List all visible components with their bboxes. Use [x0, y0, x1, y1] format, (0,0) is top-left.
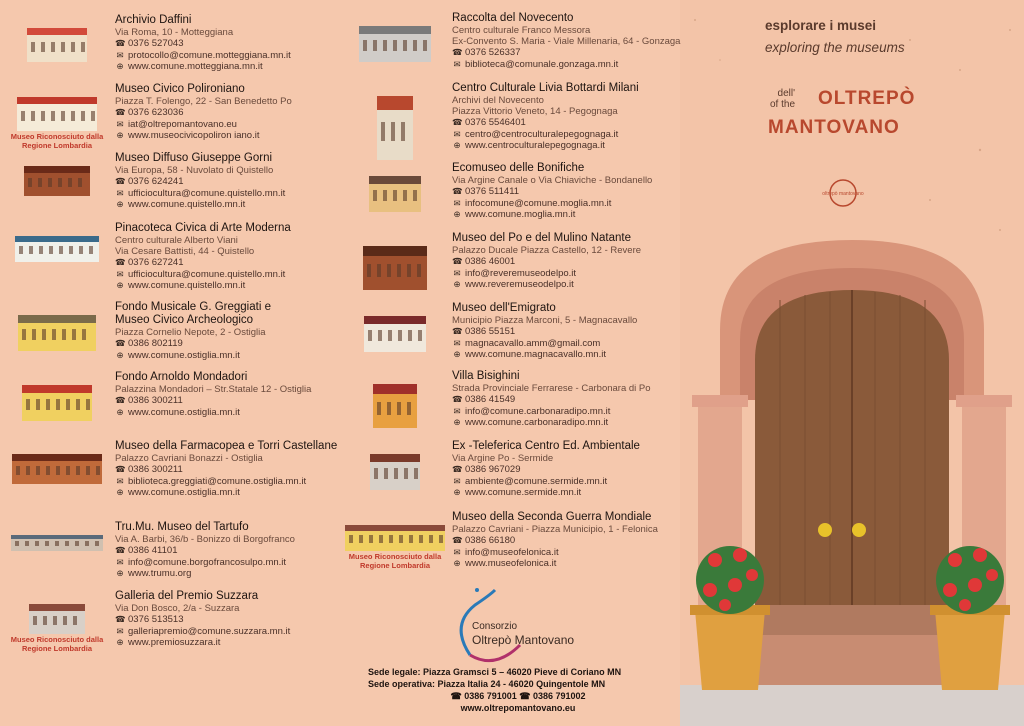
- museum-website[interactable]: www.comune.ostiglia.mn.it: [128, 406, 240, 418]
- museum-address: Palazzina Mondadori – Str.Statale 12 - Ostiglia: [115, 384, 312, 395]
- museum-address: Via Roma, 10 - Motteggiana: [115, 27, 234, 38]
- footer-phones: ☎ 0386 791001 ☎ 0386 791002: [450, 691, 586, 701]
- globe-icon: ⊕: [116, 406, 124, 417]
- museum-subtitle: Centro culturale Franco Messora: [452, 25, 591, 36]
- museum-web-row: [115, 637, 445, 649]
- museum-email-row: [452, 129, 782, 141]
- globe-icon: ⊕: [116, 568, 124, 578]
- museum-building-illustration: [24, 166, 90, 196]
- museum-name: Centro Culturale Livia Bottardi Milani: [452, 82, 639, 94]
- museum-phone-row: [452, 117, 782, 129]
- museum-website[interactable]: www.trumu.org: [128, 568, 192, 579]
- mail-icon: ✉: [453, 475, 461, 486]
- footer-operativa: Sede operativa: Piazza Italia 24 - 46020 Quingentole MN: [368, 679, 606, 689]
- phone-icon: ☎: [452, 256, 463, 266]
- museum-email[interactable]: magnacavallo.amm@gmail.com: [465, 337, 601, 349]
- phone-icon: ☎: [452, 464, 463, 474]
- globe-icon: ⊕: [116, 61, 124, 71]
- museum-entry: [452, 370, 782, 429]
- museum-building-illustration: [370, 454, 420, 490]
- museum-entry: [452, 162, 782, 221]
- museum-web-row: [452, 558, 782, 570]
- mail-icon: ✉: [116, 49, 124, 60]
- museum-entry: [452, 232, 782, 291]
- globe-icon: ⊕: [453, 140, 461, 150]
- museum-phone: 0376 513513: [128, 614, 184, 625]
- phone-icon: ☎: [452, 326, 463, 336]
- museum-phone: 0386 300211: [128, 395, 183, 406]
- mail-icon: ✉: [453, 58, 461, 69]
- museum-phone: 0386 66180: [465, 535, 516, 546]
- phone-icon: ☎: [115, 395, 126, 405]
- museum-phone: 0386 802119: [128, 338, 183, 349]
- museum-phone-row: [452, 326, 782, 338]
- museum-phone: 0376 527043: [128, 38, 184, 49]
- museum-address: Palazzo Cavriani Bonazzi - Ostiglia: [115, 453, 263, 464]
- museum-website[interactable]: www.comune.magnacavallo.mn.it: [465, 349, 606, 360]
- museum-entry: [115, 590, 445, 649]
- phone-icon: ☎: [452, 117, 463, 127]
- museum-address: Municipio Piazza Marconi, 5 - Magnacavallo: [452, 315, 638, 326]
- museum-email[interactable]: galleriapremio@comune.suzzara.mn.it: [128, 625, 291, 637]
- mail-icon: ✉: [116, 187, 124, 198]
- museum-phone: 0376 5546401: [465, 117, 526, 128]
- museum-email[interactable]: info@comune.borgofrancosulpo.mn.it: [128, 556, 287, 568]
- museum-building-illustration: [11, 535, 103, 551]
- museum-email-row: [452, 547, 782, 559]
- museum-phone: 0376 624241: [128, 176, 184, 187]
- museum-name: Raccolta del Novecento: [452, 12, 574, 24]
- museum-building-illustration: [363, 246, 427, 290]
- museum-phone-row: [452, 464, 782, 476]
- mail-icon: ✉: [116, 118, 124, 129]
- consorzio-swirl-icon: [450, 585, 590, 665]
- museum-subtitle: Archivi del Novecento: [452, 95, 544, 106]
- museum-phone-row: [452, 47, 782, 59]
- museum-email[interactable]: info@museofelonica.it: [465, 546, 559, 558]
- museum-phone: 0376 526337: [465, 47, 521, 58]
- museum-address: Via Cesare Battisti, 44 - Quistello: [115, 246, 255, 257]
- phone-icon: ☎: [452, 535, 463, 545]
- museum-name: Archivio Daffini: [115, 14, 192, 26]
- museum-phone: 0376 511411: [465, 186, 520, 197]
- phone-icon: ☎: [115, 545, 126, 555]
- museum-name: Museo Civico Polironiano: [115, 83, 245, 95]
- museum-web-row: [452, 140, 782, 152]
- globe-icon: ⊕: [116, 349, 124, 360]
- museum-email[interactable]: iat@oltrepomantovano.eu: [128, 118, 237, 130]
- museum-address: Via Don Bosco, 2/a - Suzzara: [115, 603, 240, 614]
- mail-icon: ✉: [453, 128, 461, 139]
- consorzio-line2: Oltrepò Mantovano: [472, 633, 575, 647]
- museum-name: Museo della Farmacopea e Torri Castellane: [115, 440, 338, 452]
- museum-email[interactable]: info@comune.carbonaradipo.mn.it: [465, 405, 611, 417]
- museum-phone-row: [115, 614, 445, 626]
- museum-website[interactable]: www.comune.ostiglia.mn.it: [128, 487, 240, 498]
- museum-phone-row: [452, 535, 782, 547]
- museum-address: Piazza T. Folengo, 22 - San Benedetto Po: [115, 96, 292, 107]
- museum-name: Ecomuseo delle Bonifiche: [452, 162, 585, 174]
- mail-icon: ✉: [453, 405, 461, 416]
- mail-icon: ✉: [453, 267, 461, 278]
- museum-web-row: [452, 487, 782, 499]
- museum-address: Via A. Barbi, 36/b - Bonizzo di Borgofranco: [115, 534, 295, 545]
- museo-riconosciuto-badge: Museo Riconosciuto dalla Regione Lombardia: [10, 132, 104, 150]
- museum-address: Via Argine Po - Sermide: [452, 453, 554, 464]
- globe-icon: ⊕: [453, 349, 461, 359]
- museum-phone-row: [452, 394, 782, 406]
- title-mantovano: MANTOVANO: [768, 117, 900, 138]
- phone-icon: ☎: [452, 47, 463, 57]
- museum-website[interactable]: www.reveremuseodelpo.it: [465, 279, 574, 290]
- museum-email[interactable]: protocollo@comune.motteggiana.mn.it: [128, 49, 291, 61]
- museum-website[interactable]: www.comune.quistello.mn.it: [128, 280, 246, 291]
- museum-address: Piazza Vittorio Veneto, 14 - Pegognaga: [452, 106, 618, 117]
- museum-phone: 0386 300211: [128, 464, 183, 475]
- mail-icon: ✉: [116, 475, 124, 486]
- museum-address: Ex-Convento S. Maria - Viale Millenaria, 64 - Gonzaga: [452, 36, 681, 47]
- dell-it: dell': [777, 88, 796, 99]
- museum-name: Fondo Musicale G. Greggiati e: [115, 301, 271, 313]
- museum-email[interactable]: info@reveremuseodelpo.it: [465, 267, 577, 279]
- phone-icon: ☎: [115, 257, 126, 267]
- globe-icon: ⊕: [453, 558, 461, 568]
- phone-icon: ☎: [452, 186, 463, 196]
- museum-building-illustration: [12, 454, 102, 484]
- museum-website[interactable]: www.centroculturalepegognaga.it: [465, 140, 605, 151]
- title-oltrepo: OLTREPÒ: [818, 88, 916, 109]
- phone-icon: ☎: [115, 614, 126, 624]
- museum-website[interactable]: www.premiosuzzara.it: [128, 637, 221, 648]
- museum-email-row: [452, 268, 782, 280]
- museum-phone-row: [452, 256, 782, 268]
- museum-name: Museo dell'Emigrato: [452, 302, 556, 314]
- museum-name: Fondo Arnoldo Mondadori: [115, 371, 248, 383]
- globe-icon: ⊕: [116, 280, 124, 290]
- museum-address: Via Argine Canale o Via Chiaviche - Bondanello: [452, 175, 653, 186]
- museum-building-illustration: [18, 315, 96, 351]
- svg-text:oltrepò mantovano: oltrepò mantovano: [822, 191, 864, 197]
- museum-email[interactable]: infocomune@comune.moglia.mn.it: [465, 197, 612, 209]
- globe-icon: ⊕: [453, 417, 461, 427]
- museum-phone: 0386 967029: [465, 464, 521, 475]
- globe-icon: ⊕: [116, 487, 124, 497]
- museum-phone: 0376 627241: [128, 257, 184, 268]
- museum-phone: 0386 41101: [128, 545, 178, 556]
- museum-website[interactable]: www.museofelonica.it: [465, 558, 557, 569]
- globe-icon: ⊕: [116, 637, 124, 647]
- globe-icon: ⊕: [453, 279, 461, 289]
- museum-phone: 0386 41549: [465, 394, 516, 405]
- museum-building-illustration: [22, 385, 92, 421]
- museum-entry: [452, 302, 782, 361]
- museum-building-illustration: [17, 97, 97, 131]
- museo-riconosciuto-badge: Museo Riconosciuto dalla Regione Lombardia: [10, 635, 104, 653]
- museo-riconosciuto-badge: Museo Riconosciuto dalla Regione Lombardia: [348, 552, 442, 570]
- museum-web-row: [452, 349, 782, 361]
- museum-address: Palazzo Cavriani - Piazza Municipio, 1 - Felonica: [452, 524, 658, 535]
- museum-email[interactable]: centro@centroculturalepegognaga.it: [465, 128, 619, 140]
- museum-email-row: [452, 476, 782, 488]
- phone-icon: ☎: [115, 107, 126, 117]
- museum-name: Ex -Teleferica Centro Ed. Ambientale: [452, 440, 640, 452]
- footer-info: [368, 666, 668, 714]
- museum-name: Tru.Mu. Museo del Tartufo: [115, 521, 249, 533]
- dell-en: of the: [770, 99, 796, 110]
- phone-icon: ☎: [452, 394, 463, 404]
- phone-icon: ☎: [115, 176, 126, 186]
- footer-legale: Sede legale: Piazza Gramsci 5 – 46020 Pieve di Coriano MN: [368, 667, 622, 677]
- consorzio-logo: [450, 585, 590, 665]
- mail-icon: ✉: [116, 268, 124, 279]
- oltrepo-logo-icon: [822, 178, 864, 208]
- museum-entry: [452, 82, 782, 152]
- museum-building-illustration: [359, 26, 431, 62]
- phone-icon: ☎: [115, 338, 126, 348]
- museum-address: Via Europa, 58 - Nuvolato di Quistello: [115, 165, 274, 176]
- museum-building-illustration: [15, 236, 99, 262]
- globe-icon: ⊕: [453, 209, 461, 219]
- museum-email[interactable]: ufficiocultura@comune.quistello.mn.it: [128, 268, 286, 280]
- museum-building-illustration: [27, 28, 87, 62]
- museum-email[interactable]: ufficiocultura@comune.quistello.mn.it: [128, 187, 286, 199]
- museum-name: Galleria del Premio Suzzara: [115, 590, 259, 602]
- museum-subtitle: Centro culturale Alberto Viani: [115, 235, 238, 246]
- museum-building-illustration: [345, 525, 445, 551]
- museum-building-illustration: [369, 176, 421, 212]
- museum-email-row: [452, 59, 782, 71]
- museum-web-row: [452, 209, 782, 221]
- museum-entry: [452, 12, 782, 70]
- museum-web-row: [452, 279, 782, 291]
- museum-website[interactable]: www.comune.quistello.mn.it: [128, 199, 246, 210]
- mail-icon: ✉: [453, 546, 461, 557]
- museum-website[interactable]: www.comune.carbonaradipo.mn.it: [465, 417, 609, 428]
- museum-building-illustration: [364, 316, 426, 352]
- globe-icon: ⊕: [116, 199, 124, 209]
- museum-name: Museo Diffuso Giuseppe Gorni: [115, 152, 273, 164]
- museum-email[interactable]: ambiente@comune.sermide.mn.it: [465, 475, 608, 487]
- museum-web-row: [115, 61, 445, 73]
- brand-line-italian: esplorare i musei: [765, 18, 877, 33]
- museum-email-row: [452, 406, 782, 418]
- museum-phone-row: [452, 186, 782, 198]
- museum-name: Pinacoteca Civica di Arte Moderna: [115, 222, 291, 234]
- museum-email-row: [452, 198, 782, 210]
- museum-web-row: [452, 417, 782, 429]
- museum-entry: [452, 511, 782, 570]
- museum-website[interactable]: www.comune.moglia.mn.it: [465, 209, 576, 220]
- museum-email[interactable]: biblioteca.greggiati@comune.ostiglia.mn.it: [128, 475, 307, 487]
- museum-phone: 0386 46001: [465, 256, 516, 267]
- consorzio-line1: Consorzio: [472, 621, 518, 632]
- museum-address: Palazzo Ducale Piazza Castello, 12 - Revere: [452, 245, 642, 256]
- museum-website[interactable]: www.comune.motteggiana.mn.it: [128, 61, 263, 72]
- mail-icon: ✉: [116, 556, 124, 567]
- museum-name: Villa Bisighini: [452, 370, 520, 382]
- museum-website[interactable]: www.comune.ostiglia.mn.it: [128, 349, 240, 361]
- footer-web[interactable]: www.oltrepomantovano.eu: [460, 703, 576, 713]
- mail-icon: ✉: [453, 197, 461, 208]
- museum-website[interactable]: www.comune.sermide.mn.it: [465, 487, 582, 498]
- museum-name: Museo del Po e del Mulino Natante: [452, 232, 631, 244]
- museum-email[interactable]: biblioteca@comunale.gonzaga.mn.it: [465, 58, 619, 70]
- brand-line-english: exploring the museums: [765, 40, 905, 55]
- globe-icon: ⊕: [116, 130, 124, 140]
- museum-email-row: [115, 626, 445, 638]
- museum-website[interactable]: www.museocivicopoliron iano.it: [128, 130, 260, 141]
- mail-icon: ✉: [453, 337, 461, 348]
- museum-name: Museo della Seconda Guerra Mondiale: [452, 511, 652, 523]
- museum-phone: 0386 55151: [465, 326, 516, 337]
- mail-icon: ✉: [116, 625, 124, 636]
- museum-building-illustration: [29, 604, 85, 634]
- globe-icon: ⊕: [453, 487, 461, 497]
- museum-address: Piazza Cornelio Nepote, 2 - Ostiglia: [115, 327, 266, 338]
- museum-email-row: [452, 338, 782, 350]
- museum-building-illustration: [373, 384, 417, 428]
- museum-entry: [452, 440, 782, 499]
- museum-phone: 0376 623036: [128, 107, 184, 118]
- museum-name-line2: Museo Civico Archeologico: [115, 314, 254, 326]
- museum-building-illustration: [377, 96, 413, 160]
- phone-icon: ☎: [115, 38, 126, 48]
- museum-address: Strada Provinciale Ferrarese - Carbonara di Po: [452, 383, 651, 394]
- phone-icon: ☎: [115, 464, 126, 474]
